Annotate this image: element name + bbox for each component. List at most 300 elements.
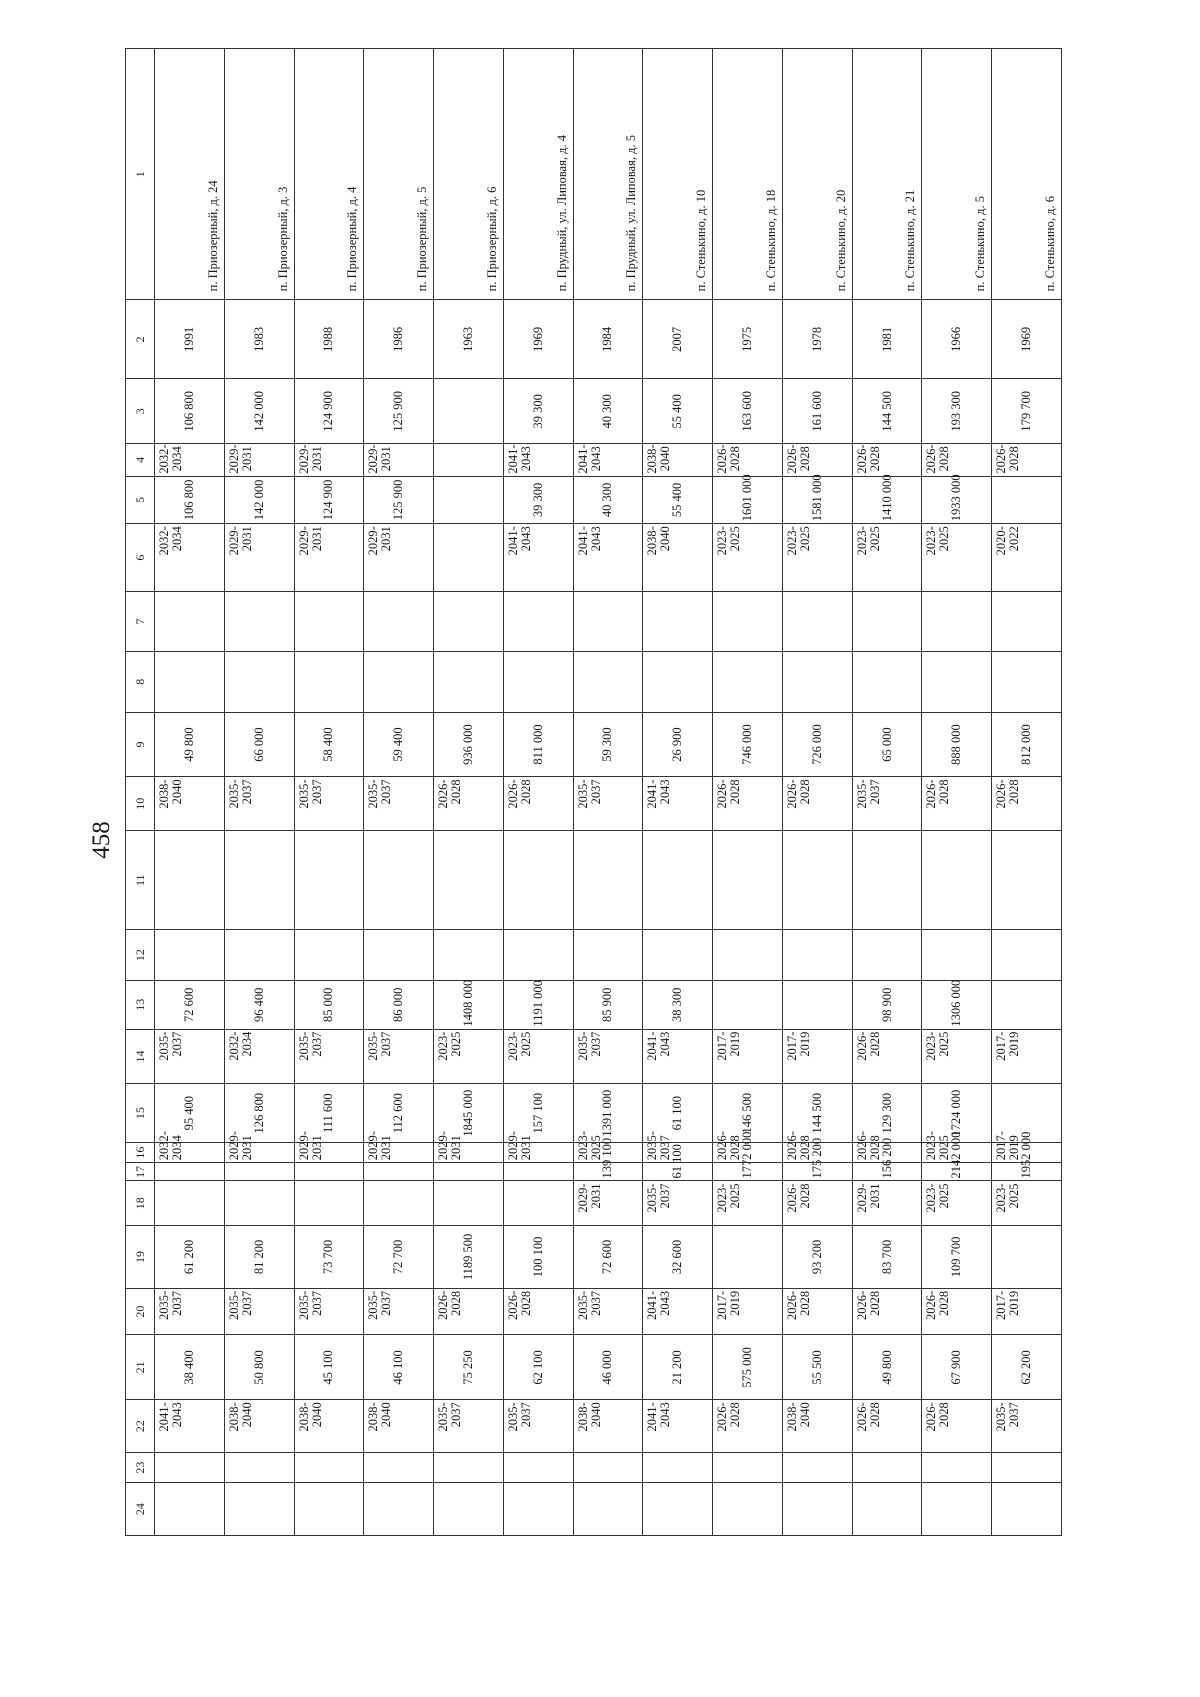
table-cell-23	[364, 1452, 434, 1482]
header-cell: 24	[126, 1483, 155, 1536]
table-cell-17: 2142 000	[922, 1163, 992, 1181]
table-cell-10: 2035- 2037	[364, 777, 434, 831]
table-cell-18	[224, 1181, 294, 1226]
address-cell: п. Стенькино, д. 21	[852, 49, 922, 300]
table-row	[573, 49, 643, 1536]
table-cell-10: 2035- 2037	[573, 777, 643, 831]
table-cell-2: 1966	[922, 300, 992, 379]
table-cell-17: 1952 000	[992, 1163, 1062, 1181]
header-cell: 6	[126, 524, 155, 592]
table-cell-4: 2029- 2031	[294, 444, 364, 476]
table-cell-24	[782, 1483, 852, 1536]
table-cell-15: 1724 000	[922, 1084, 992, 1143]
table-cell-4: 2026- 2028	[992, 444, 1062, 476]
table-cell-12	[364, 930, 434, 981]
table-cell-7	[713, 592, 783, 652]
table-cell-4: 2026- 2028	[852, 444, 922, 476]
table-cell-3: 163 600	[713, 379, 783, 444]
table-cell-7	[364, 592, 434, 652]
table-cell-12	[992, 930, 1062, 981]
table-cell-11	[155, 831, 225, 930]
table-cell-6: 2023- 2025	[782, 524, 852, 592]
table-cell-6: 2023- 2025	[852, 524, 922, 592]
table-cell-18	[155, 1181, 225, 1226]
table-cell-2: 1969	[503, 300, 573, 379]
table-cell-10: 2026- 2028	[503, 777, 573, 831]
table-cell-10: 2026- 2028	[713, 777, 783, 831]
table-cell-16: 2029- 2031	[364, 1143, 434, 1163]
table-cell-13: 72 600	[155, 980, 225, 1029]
table-cell-7	[224, 592, 294, 652]
table-cell-19: 72 700	[364, 1226, 434, 1289]
page-number: 458	[88, 821, 115, 859]
table-cell-2: 1984	[573, 300, 643, 379]
table-cell-11	[713, 831, 783, 930]
table-cell-14: 2017- 2019	[713, 1029, 783, 1084]
table-cell-23	[713, 1452, 783, 1482]
table-cell-2: 1963	[434, 300, 504, 379]
table-cell-3: 193 300	[922, 379, 992, 444]
table-cell-21: 50 800	[224, 1335, 294, 1400]
table-cell-22: 2035- 2037	[992, 1400, 1062, 1453]
table-cell-19	[713, 1226, 783, 1289]
table-cell-11	[364, 831, 434, 930]
table-cell-4: 2032- 2034	[155, 444, 225, 476]
table-cell-12	[573, 930, 643, 981]
table-cell-11	[434, 831, 504, 930]
address-cell: п. Стенькино, д. 10	[643, 49, 713, 300]
table-cell-13	[782, 980, 852, 1029]
table-cell-18	[364, 1181, 434, 1226]
table-cell-3	[434, 379, 504, 444]
table-cell-5: 106 800	[155, 476, 225, 524]
table-cell-17	[503, 1163, 573, 1181]
table-cell-21: 46 100	[364, 1335, 434, 1400]
table-cell-3: 124 900	[294, 379, 364, 444]
table-cell-6: 2038- 2040	[643, 524, 713, 592]
table-cell-15: 144 500	[782, 1084, 852, 1143]
table-cell-7	[992, 592, 1062, 652]
table-cell-17	[364, 1163, 434, 1181]
table-cell-22: 2026- 2028	[922, 1400, 992, 1453]
table-cell-14: 2017- 2019	[992, 1029, 1062, 1084]
table-cell-5	[434, 476, 504, 524]
table-cell-17	[155, 1163, 225, 1181]
table-cell-16: 2026- 2028	[782, 1143, 852, 1163]
address-cell: п. Приозерный, д. 6	[434, 49, 504, 300]
table-cell-17	[434, 1163, 504, 1181]
table-cell-17	[224, 1163, 294, 1181]
table-cell-5: 39 300	[503, 476, 573, 524]
table-cell-12	[224, 930, 294, 981]
table-cell-14: 2035- 2037	[294, 1029, 364, 1084]
table-cell-24	[503, 1483, 573, 1536]
table-cell-3: 55 400	[643, 379, 713, 444]
table-cell-3: 106 800	[155, 379, 225, 444]
table-cell-17: 139 100	[573, 1163, 643, 1181]
table-cell-24	[992, 1483, 1062, 1536]
table-cell-9: 936 000	[434, 712, 504, 777]
table-cell-9: 66 000	[224, 712, 294, 777]
table-cell-10: 2035- 2037	[852, 777, 922, 831]
table-cell-8	[922, 651, 992, 712]
table-cell-13: 38 300	[643, 980, 713, 1029]
table-cell-23	[992, 1452, 1062, 1482]
table-cell-5: 142 000	[224, 476, 294, 524]
table-cell-9: 59 300	[573, 712, 643, 777]
table-cell-18: 2029- 2031	[573, 1181, 643, 1226]
table-cell-19: 61 200	[155, 1226, 225, 1289]
table-cell-22: 2038- 2040	[573, 1400, 643, 1453]
table-row	[782, 49, 852, 1536]
table-cell-10: 2038- 2040	[155, 777, 225, 831]
table-cell-20: 2017- 2019	[713, 1288, 783, 1335]
table-cell-12	[713, 930, 783, 981]
table-cell-7	[782, 592, 852, 652]
address-cell: п. Стенькино, д. 20	[782, 49, 852, 300]
table-cell-5: 1601 000	[713, 476, 783, 524]
table-cell-6: 2023- 2025	[922, 524, 992, 592]
table-cell-24	[294, 1483, 364, 1536]
table-cell-10: 2026- 2028	[434, 777, 504, 831]
table-cell-9: 65 000	[852, 712, 922, 777]
table-cell-7	[852, 592, 922, 652]
table-cell-11	[852, 831, 922, 930]
data-table	[125, 48, 1062, 1536]
table-cell-19: 32 600	[643, 1226, 713, 1289]
address-cell: п. Приозерный, д. 24	[155, 49, 225, 300]
table-cell-22: 2041- 2043	[643, 1400, 713, 1453]
table-cell-23	[922, 1452, 992, 1482]
table-cell-8	[782, 651, 852, 712]
table-cell-6	[434, 524, 504, 592]
header-cell: 2	[126, 300, 155, 379]
table-cell-2: 1986	[364, 300, 434, 379]
table-cell-4: 2038- 2040	[643, 444, 713, 476]
table-cell-13: 86 000	[364, 980, 434, 1029]
table-cell-11	[922, 831, 992, 930]
table-cell-17	[294, 1163, 364, 1181]
table-cell-14: 2026- 2028	[852, 1029, 922, 1084]
table-cell-20: 2026- 2028	[434, 1288, 504, 1335]
table-cell-11	[224, 831, 294, 930]
header-cell: 12	[126, 930, 155, 981]
table-cell-24	[922, 1483, 992, 1536]
table-cell-21: 45 100	[294, 1335, 364, 1400]
table-cell-23	[434, 1452, 504, 1482]
table-cell-24	[434, 1483, 504, 1536]
address-cell: п. Приозерный, д. 3	[224, 49, 294, 300]
table-cell-21: 49 800	[852, 1335, 922, 1400]
table-cell-16: 2029- 2031	[224, 1143, 294, 1163]
table-cell-20: 2035- 2037	[294, 1288, 364, 1335]
table-cell-2: 1969	[992, 300, 1062, 379]
table-cell-9: 888 000	[922, 712, 992, 777]
table-cell-9: 726 000	[782, 712, 852, 777]
table-cell-5: 40 300	[573, 476, 643, 524]
table-cell-16: 2023- 2025	[922, 1143, 992, 1163]
rotated-table-wrapper	[125, 48, 1060, 1536]
table-cell-3: 125 900	[364, 379, 434, 444]
table-cell-23	[503, 1452, 573, 1482]
table-cell-18: 2035- 2037	[643, 1181, 713, 1226]
address-cell: п. Стенькино, д. 6	[992, 49, 1062, 300]
header-cell: 21	[126, 1335, 155, 1400]
table-cell-16: 2017- 2019	[992, 1143, 1062, 1163]
table-cell-8	[224, 651, 294, 712]
table-cell-8	[434, 651, 504, 712]
table-cell-13: 85 000	[294, 980, 364, 1029]
table-cell-20: 2041- 2043	[643, 1288, 713, 1335]
table-cell-11	[643, 831, 713, 930]
table-cell-18	[434, 1181, 504, 1226]
table-row	[922, 49, 992, 1536]
table-cell-21: 46 000	[573, 1335, 643, 1400]
table-cell-16: 2023- 2025	[573, 1143, 643, 1163]
table-cell-22: 2038- 2040	[364, 1400, 434, 1453]
table-cell-13: 98 900	[852, 980, 922, 1029]
table-cell-22: 2041- 2043	[155, 1400, 225, 1453]
table-cell-23	[573, 1452, 643, 1482]
table-cell-10: 2035- 2037	[224, 777, 294, 831]
table-cell-3: 142 000	[224, 379, 294, 444]
table-cell-9: 26 900	[643, 712, 713, 777]
table-cell-14: 2023- 2025	[503, 1029, 573, 1084]
table-cell-8	[643, 651, 713, 712]
table-cell-2: 1988	[294, 300, 364, 379]
table-cell-13: 1191 000	[503, 980, 573, 1029]
table-cell-21: 62 100	[503, 1335, 573, 1400]
header-cell: 22	[126, 1400, 155, 1453]
table-cell-14: 2017- 2019	[782, 1029, 852, 1084]
table-cell-13	[713, 980, 783, 1029]
table-cell-7	[922, 592, 992, 652]
table-cell-24	[852, 1483, 922, 1536]
header-cell: 9	[126, 712, 155, 777]
table-cell-11	[992, 831, 1062, 930]
table-cell-15: 1845 000	[434, 1084, 504, 1143]
table-cell-10: 2035- 2037	[294, 777, 364, 831]
header-cell: 14	[126, 1029, 155, 1084]
table-cell-4	[434, 444, 504, 476]
table-cell-14: 2041- 2043	[643, 1029, 713, 1084]
table-row	[852, 49, 922, 1536]
table-cell-8	[573, 651, 643, 712]
table-cell-14: 2035- 2037	[364, 1029, 434, 1084]
table-cell-4: 2041- 2043	[503, 444, 573, 476]
header-cell: 20	[126, 1288, 155, 1335]
table-cell-15: 111 600	[294, 1084, 364, 1143]
table-cell-19: 93 200	[782, 1226, 852, 1289]
table-cell-11	[503, 831, 573, 930]
header-cell: 15	[126, 1084, 155, 1143]
table-cell-20: 2026- 2028	[852, 1288, 922, 1335]
table-cell-5: 125 900	[364, 476, 434, 524]
table-cell-21: 62 200	[992, 1335, 1062, 1400]
table-cell-24	[573, 1483, 643, 1536]
table-cell-16: 2029- 2031	[434, 1143, 504, 1163]
table-cell-18: 2023- 2025	[992, 1181, 1062, 1226]
table-cell-6: 2032- 2034	[155, 524, 225, 592]
table-cell-23	[155, 1452, 225, 1482]
table-cell-9: 746 000	[713, 712, 783, 777]
table-cell-8	[992, 651, 1062, 712]
header-cell: 17	[126, 1163, 155, 1181]
table-cell-15: 95 400	[155, 1084, 225, 1143]
address-cell: п. Прудный, ул. Липовая, д. 5	[573, 49, 643, 300]
table-cell-22: 2026- 2028	[713, 1400, 783, 1453]
table-row	[364, 49, 434, 1536]
table-cell-15: 112 600	[364, 1084, 434, 1143]
table-cell-24	[364, 1483, 434, 1536]
table-cell-15: 146 500	[713, 1084, 783, 1143]
table-cell-3: 179 700	[992, 379, 1062, 444]
table-cell-15: 126 800	[224, 1084, 294, 1143]
table-cell-4: 2026- 2028	[713, 444, 783, 476]
table-row	[155, 49, 225, 1536]
table-row	[224, 49, 294, 1536]
table-cell-10: 2026- 2028	[992, 777, 1062, 831]
table-cell-20: 2035- 2037	[364, 1288, 434, 1335]
table-cell-10: 2026- 2028	[782, 777, 852, 831]
table-cell-11	[573, 831, 643, 930]
table-cell-5: 1581 000	[782, 476, 852, 524]
table-cell-8	[364, 651, 434, 712]
table-cell-17: 175 200	[782, 1163, 852, 1181]
table-cell-14: 2035- 2037	[155, 1029, 225, 1084]
header-cell: 4	[126, 444, 155, 476]
table-cell-23	[294, 1452, 364, 1482]
header-cell: 5	[126, 476, 155, 524]
table-cell-5: 55 400	[643, 476, 713, 524]
table-cell-17: 61 100	[643, 1163, 713, 1181]
table-cell-10: 2041- 2043	[643, 777, 713, 831]
table-cell-10: 2026- 2028	[922, 777, 992, 831]
table-cell-18: 2026- 2028	[782, 1181, 852, 1226]
table-cell-17: 1772 000	[713, 1163, 783, 1181]
table-cell-21: 575 000	[713, 1335, 783, 1400]
table-cell-16: 2029- 2031	[294, 1143, 364, 1163]
table-cell-9: 811 000	[503, 712, 573, 777]
table-cell-4: 2029- 2031	[224, 444, 294, 476]
table-cell-5: 1933 000	[922, 476, 992, 524]
table-cell-16: 2032- 2034	[155, 1143, 225, 1163]
table-cell-2: 1981	[852, 300, 922, 379]
table-cell-8	[503, 651, 573, 712]
table-cell-17: 156 200	[852, 1163, 922, 1181]
table-cell-2: 1975	[713, 300, 783, 379]
table-cell-11	[782, 831, 852, 930]
table-cell-20: 2026- 2028	[922, 1288, 992, 1335]
table-cell-18	[503, 1181, 573, 1226]
table-cell-4: 2029- 2031	[364, 444, 434, 476]
table-cell-15: 157 100	[503, 1084, 573, 1143]
table-cell-23	[224, 1452, 294, 1482]
table-cell-6: 2023- 2025	[713, 524, 783, 592]
table-cell-12	[294, 930, 364, 981]
table-cell-4: 2026- 2028	[782, 444, 852, 476]
table-cell-24	[643, 1483, 713, 1536]
table-cell-4: 2026- 2028	[922, 444, 992, 476]
table-cell-14: 2023- 2025	[434, 1029, 504, 1084]
table-cell-20: 2026- 2028	[782, 1288, 852, 1335]
table-cell-12	[434, 930, 504, 981]
table-cell-15: 61 100	[643, 1084, 713, 1143]
table-cell-2: 2007	[643, 300, 713, 379]
table-cell-19: 100 100	[503, 1226, 573, 1289]
table-cell-19	[992, 1226, 1062, 1289]
table-cell-18: 2023- 2025	[713, 1181, 783, 1226]
table-cell-12	[503, 930, 573, 981]
table-cell-19: 72 600	[573, 1226, 643, 1289]
header-cell: 3	[126, 379, 155, 444]
table-cell-20: 2035- 2037	[573, 1288, 643, 1335]
table-cell-5: 124 900	[294, 476, 364, 524]
table-cell-8	[155, 651, 225, 712]
table-cell-9: 58 400	[294, 712, 364, 777]
table-cell-21: 38 400	[155, 1335, 225, 1400]
table-cell-19: 81 200	[224, 1226, 294, 1289]
table-cell-19: 109 700	[922, 1226, 992, 1289]
header-cell: 16	[126, 1143, 155, 1163]
header-row	[126, 49, 155, 1536]
table-cell-19: 1189 500	[434, 1226, 504, 1289]
table-cell-22: 2035- 2037	[503, 1400, 573, 1453]
address-cell: п. Стенькино, д. 18	[713, 49, 783, 300]
table-cell-13: 1408 000	[434, 980, 504, 1029]
table-cell-6: 2029- 2031	[364, 524, 434, 592]
table-cell-2: 1978	[782, 300, 852, 379]
table-row	[992, 49, 1062, 1536]
table-cell-6: 2029- 2031	[224, 524, 294, 592]
table-cell-16: 2026- 2028	[852, 1143, 922, 1163]
table-cell-6: 2041- 2043	[573, 524, 643, 592]
table-cell-7	[643, 592, 713, 652]
header-cell: 11	[126, 831, 155, 930]
table-cell-14: 2032- 2034	[224, 1029, 294, 1084]
table-body	[126, 49, 1062, 1536]
table-cell-9: 59 400	[364, 712, 434, 777]
table-cell-8	[852, 651, 922, 712]
table-cell-24	[224, 1483, 294, 1536]
table-cell-12	[643, 930, 713, 981]
table-cell-3: 161 600	[782, 379, 852, 444]
table-row	[503, 49, 573, 1536]
table-cell-14: 2023- 2025	[922, 1029, 992, 1084]
table-cell-21: 67 900	[922, 1335, 992, 1400]
table-cell-23	[852, 1452, 922, 1482]
table-cell-22: 2026- 2028	[852, 1400, 922, 1453]
table-cell-12	[155, 930, 225, 981]
table-cell-6: 2029- 2031	[294, 524, 364, 592]
table-cell-20: 2017- 2019	[992, 1288, 1062, 1335]
table-cell-18	[294, 1181, 364, 1226]
table-cell-5	[992, 476, 1062, 524]
table-cell-2: 1991	[155, 300, 225, 379]
address-cell: п. Приозерный, д. 4	[294, 49, 364, 300]
header-cell: 10	[126, 777, 155, 831]
header-cell: 8	[126, 651, 155, 712]
table-cell-14: 2035- 2037	[573, 1029, 643, 1084]
header-cell: 18	[126, 1181, 155, 1226]
table-cell-18: 2029- 2031	[852, 1181, 922, 1226]
table-cell-3: 40 300	[573, 379, 643, 444]
header-cell: 7	[126, 592, 155, 652]
table-cell-18: 2023- 2025	[922, 1181, 992, 1226]
header-cell: 23	[126, 1452, 155, 1482]
table-cell-15: 1391 000	[573, 1084, 643, 1143]
table-cell-16: 2035- 2037	[643, 1143, 713, 1163]
